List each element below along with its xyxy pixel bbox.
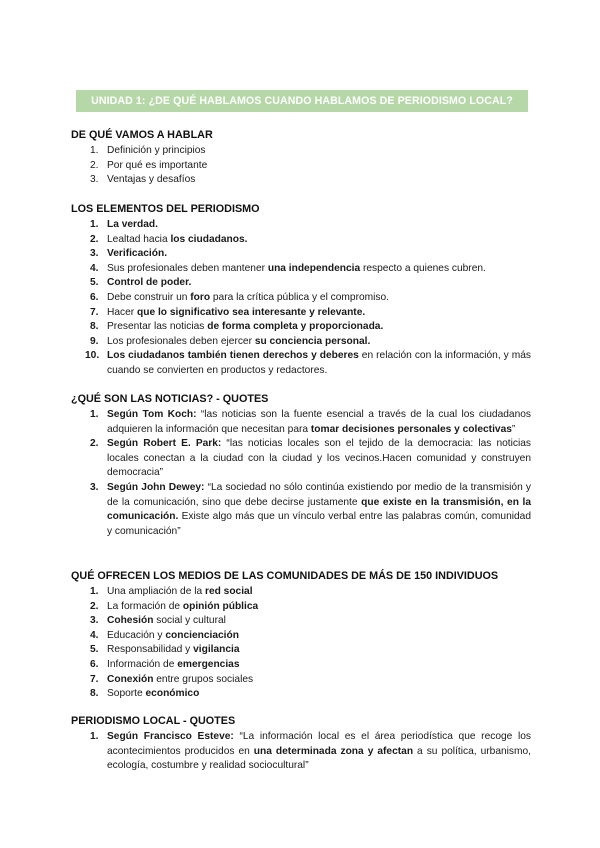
section-heading: QUÉ OFRECEN LOS MEDIOS DE LAS COMUNIDADES DE MÁS DE 150 INDIVIDUOS [71,570,499,582]
list-item: 4. Educación y concienciación [90,629,239,641]
list-item: 3. Ventajas y desafíos [90,174,196,186]
section-periodismo-local [71,714,531,774]
list-item: 7. Conexión entre grupos sociales [90,673,254,685]
quotes-list [71,730,531,774]
section-heading: PERIODISMO LOCAL - QUOTES [71,715,236,727]
topic-list [71,144,531,188]
section-elementos-periodismo [71,202,531,379]
elements-list [71,218,531,379]
section-heading: ¿QUÉ SON LAS NOTICIAS? - QUOTES [71,393,269,405]
unit-title-banner [76,90,528,112]
list-item: 4. Sus profesionales deben mantener una independencia respecto a quienes cubren. [90,262,486,274]
list-item: 3. Verificación. [90,248,168,260]
list-item: 5. Responsabilidad y vigilancia [90,644,240,656]
list-item: 1. La verdad. [90,219,158,230]
list-item: 6. Información de emergencias [90,658,240,670]
list-item: 6. Debe construir un foro para la crítica pública y el compromiso. [90,291,389,303]
list-item: 2. La formación de opinión pública [90,600,259,612]
list-item: 2. Por qué es importante [90,159,208,171]
quote-item: 1. Según Tom Koch: “las noticias son la fuente esencial a través de la cual los ciudadanos adquieren la información que necesitan para tomar decisiones personales y colectivas” [90,409,531,435]
offers-list [71,585,531,702]
list-item: 1. Una ampliación de la red social [90,586,253,597]
section-que-son-noticias [71,392,531,539]
list-item: 9. Los profesionales deben ejercer su conciencia personal. [90,335,371,347]
list-item: 1. Definición y principios [90,145,206,156]
section-heading: LOS ELEMENTOS DEL PERIODISMO [71,203,260,215]
list-item: 3. Cohesión social y cultural [90,615,226,627]
list-item: 7. Hacer que lo significativo sea interesante y relevante. [90,306,366,318]
quotes-list [71,408,531,539]
section-que-vamos-a-hablar [71,128,531,188]
list-item: 2. Lealtad hacia los ciudadanos. [90,233,248,245]
list-item: 10. Los ciudadanos también tienen derechos y deberes en relación con la información, y más cuando se convierten en productos y redactores. [85,350,531,376]
unit-title: UNIDAD 1: ¿DE QUÉ HABLAMOS CUANDO HABLAMOS DE PERIODISMO LOCAL? [91,95,513,107]
quote-item: 2. Según Robert E. Park: “las noticias locales son el tejido de la democracia: las noticias locales conectan a la ciudad con la ciudad y los vecinos.Hacen comunidad y construyen democracia” [90,438,532,479]
quote-item: 1. Según Francisco Esteve: “La información local es el área periodística que recoge los acontecimientos producidos en una determinada zona y afectan a su política, urbanismo, ecología, costumbre y realidad sociocultural” [90,731,531,772]
section-heading: DE QUÉ VAMOS A HABLAR [71,129,213,141]
list-item: 8. Soporte económico [90,688,200,700]
section-que-ofrecen-medios [71,569,531,702]
list-item: 8. Presentar las noticias de forma completa y proporcionada. [90,321,384,333]
quote-item: 3. Según John Dewey: “La sociedad no sólo continúa existiendo por medio de la transmisión y de la comunicación, sino que debe decirse justamente que existe en la transmisión, en la comunicación. Existe algo más que un vínculo verbal entre las palabras común, comunidad y comunicación” [90,481,532,537]
list-item: 5. Control de poder. [90,277,192,289]
